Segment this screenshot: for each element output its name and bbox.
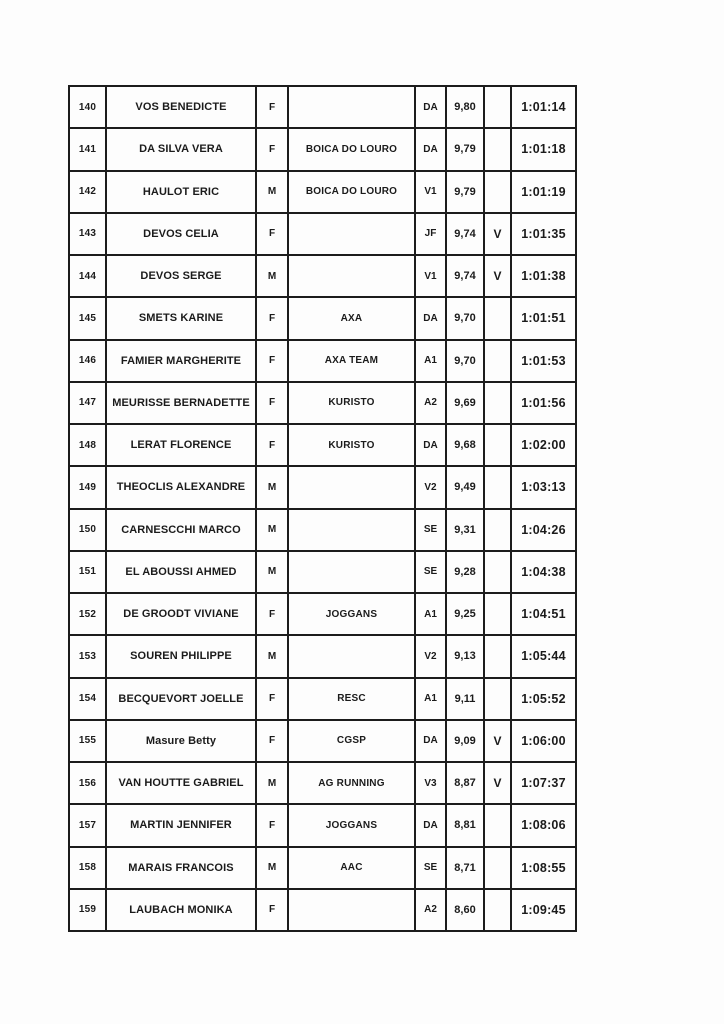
club-cell: AXA bbox=[288, 297, 415, 339]
gender-cell: F bbox=[256, 340, 288, 382]
gender-cell: M bbox=[256, 255, 288, 297]
gender-cell: M bbox=[256, 551, 288, 593]
name-cell: DEVOS SERGE bbox=[106, 255, 256, 297]
category-cell: A2 bbox=[415, 889, 446, 931]
speed-cell: 9,74 bbox=[446, 255, 484, 297]
name-cell: THEOCLIS ALEXANDRE bbox=[106, 466, 256, 508]
category-cell: V3 bbox=[415, 762, 446, 804]
speed-cell: 8,81 bbox=[446, 804, 484, 846]
category-cell: DA bbox=[415, 720, 446, 762]
rank-cell: 157 bbox=[69, 804, 106, 846]
name-cell: EL ABOUSSI AHMED bbox=[106, 551, 256, 593]
gender-cell: F bbox=[256, 804, 288, 846]
club-cell: KURISTO bbox=[288, 424, 415, 466]
name-cell: CARNESCCHI MARCO bbox=[106, 509, 256, 551]
vflag-cell bbox=[484, 593, 511, 635]
name-cell: SMETS KARINE bbox=[106, 297, 256, 339]
table-row bbox=[69, 593, 576, 635]
table-row bbox=[69, 424, 576, 466]
table-row bbox=[69, 86, 576, 128]
category-cell: DA bbox=[415, 297, 446, 339]
vflag-cell bbox=[484, 635, 511, 677]
speed-cell: 9,31 bbox=[446, 509, 484, 551]
category-cell: DA bbox=[415, 804, 446, 846]
name-cell: DE GROODT VIVIANE bbox=[106, 593, 256, 635]
time-cell: 1:01:18 bbox=[511, 128, 576, 170]
speed-cell: 9,79 bbox=[446, 128, 484, 170]
category-cell: V1 bbox=[415, 171, 446, 213]
time-cell: 1:01:14 bbox=[511, 86, 576, 128]
table-row bbox=[69, 340, 576, 382]
speed-cell: 8,60 bbox=[446, 889, 484, 931]
vflag-cell bbox=[484, 171, 511, 213]
gender-cell: F bbox=[256, 297, 288, 339]
category-cell: V2 bbox=[415, 466, 446, 508]
category-cell: DA bbox=[415, 424, 446, 466]
table-row bbox=[69, 889, 576, 931]
club-cell bbox=[288, 635, 415, 677]
rank-cell: 148 bbox=[69, 424, 106, 466]
vflag-cell bbox=[484, 551, 511, 593]
vflag-cell bbox=[484, 847, 511, 889]
speed-cell: 9,70 bbox=[446, 340, 484, 382]
gender-cell: M bbox=[256, 762, 288, 804]
time-cell: 1:08:06 bbox=[511, 804, 576, 846]
name-cell: FAMIER MARGHERITE bbox=[106, 340, 256, 382]
gender-cell: F bbox=[256, 889, 288, 931]
name-cell: VOS BENEDICTE bbox=[106, 86, 256, 128]
results-table-body bbox=[69, 86, 576, 931]
vflag-cell bbox=[484, 804, 511, 846]
rank-cell: 152 bbox=[69, 593, 106, 635]
rank-cell: 141 bbox=[69, 128, 106, 170]
category-cell: JF bbox=[415, 213, 446, 255]
table-row bbox=[69, 213, 576, 255]
time-cell: 1:02:00 bbox=[511, 424, 576, 466]
table-row bbox=[69, 509, 576, 551]
table-row bbox=[69, 804, 576, 846]
club-cell: RESC bbox=[288, 678, 415, 720]
table-row bbox=[69, 762, 576, 804]
table-row bbox=[69, 255, 576, 297]
club-cell: BOICA DO LOURO bbox=[288, 171, 415, 213]
club-cell bbox=[288, 255, 415, 297]
rank-cell: 147 bbox=[69, 382, 106, 424]
table-row bbox=[69, 678, 576, 720]
gender-cell: F bbox=[256, 593, 288, 635]
club-cell bbox=[288, 466, 415, 508]
rank-cell: 154 bbox=[69, 678, 106, 720]
gender-cell: F bbox=[256, 382, 288, 424]
vflag-cell bbox=[484, 466, 511, 508]
club-cell: AXA TEAM bbox=[288, 340, 415, 382]
rank-cell: 149 bbox=[69, 466, 106, 508]
club-cell: KURISTO bbox=[288, 382, 415, 424]
race-results-table bbox=[68, 85, 577, 932]
club-cell bbox=[288, 509, 415, 551]
table-row bbox=[69, 171, 576, 213]
name-cell: SOUREN PHILIPPE bbox=[106, 635, 256, 677]
vflag-cell: V bbox=[484, 762, 511, 804]
table-row bbox=[69, 128, 576, 170]
table-row bbox=[69, 466, 576, 508]
speed-cell: 9,69 bbox=[446, 382, 484, 424]
name-cell: BECQUEVORT JOELLE bbox=[106, 678, 256, 720]
time-cell: 1:01:53 bbox=[511, 340, 576, 382]
gender-cell: F bbox=[256, 86, 288, 128]
club-cell bbox=[288, 551, 415, 593]
club-cell bbox=[288, 86, 415, 128]
rank-cell: 140 bbox=[69, 86, 106, 128]
name-cell: Masure Betty bbox=[106, 720, 256, 762]
speed-cell: 9,80 bbox=[446, 86, 484, 128]
category-cell: SE bbox=[415, 847, 446, 889]
category-cell: A1 bbox=[415, 593, 446, 635]
table-row bbox=[69, 847, 576, 889]
gender-cell: M bbox=[256, 509, 288, 551]
name-cell: HAULOT ERIC bbox=[106, 171, 256, 213]
speed-cell: 9,49 bbox=[446, 466, 484, 508]
category-cell: DA bbox=[415, 128, 446, 170]
name-cell: MARAIS FRANCOIS bbox=[106, 847, 256, 889]
gender-cell: F bbox=[256, 213, 288, 255]
name-cell: VAN HOUTTE GABRIEL bbox=[106, 762, 256, 804]
speed-cell: 9,13 bbox=[446, 635, 484, 677]
name-cell: MEURISSE BERNADETTE bbox=[106, 382, 256, 424]
time-cell: 1:04:26 bbox=[511, 509, 576, 551]
rank-cell: 155 bbox=[69, 720, 106, 762]
speed-cell: 8,87 bbox=[446, 762, 484, 804]
vflag-cell bbox=[484, 86, 511, 128]
vflag-cell: V bbox=[484, 720, 511, 762]
time-cell: 1:08:55 bbox=[511, 847, 576, 889]
rank-cell: 144 bbox=[69, 255, 106, 297]
name-cell: LERAT FLORENCE bbox=[106, 424, 256, 466]
club-cell: BOICA DO LOURO bbox=[288, 128, 415, 170]
speed-cell: 9,74 bbox=[446, 213, 484, 255]
time-cell: 1:04:38 bbox=[511, 551, 576, 593]
table-row bbox=[69, 635, 576, 677]
vflag-cell bbox=[484, 678, 511, 720]
time-cell: 1:01:19 bbox=[511, 171, 576, 213]
vflag-cell bbox=[484, 128, 511, 170]
time-cell: 1:06:00 bbox=[511, 720, 576, 762]
name-cell: DA SILVA VERA bbox=[106, 128, 256, 170]
rank-cell: 151 bbox=[69, 551, 106, 593]
club-cell: AG RUNNING bbox=[288, 762, 415, 804]
gender-cell: F bbox=[256, 424, 288, 466]
club-cell: AAC bbox=[288, 847, 415, 889]
name-cell: MARTIN JENNIFER bbox=[106, 804, 256, 846]
rank-cell: 145 bbox=[69, 297, 106, 339]
speed-cell: 9,68 bbox=[446, 424, 484, 466]
rank-cell: 159 bbox=[69, 889, 106, 931]
vflag-cell bbox=[484, 889, 511, 931]
gender-cell: F bbox=[256, 720, 288, 762]
speed-cell: 8,71 bbox=[446, 847, 484, 889]
table-row bbox=[69, 297, 576, 339]
time-cell: 1:01:38 bbox=[511, 255, 576, 297]
time-cell: 1:05:52 bbox=[511, 678, 576, 720]
vflag-cell: V bbox=[484, 213, 511, 255]
time-cell: 1:03:13 bbox=[511, 466, 576, 508]
name-cell: DEVOS CELIA bbox=[106, 213, 256, 255]
gender-cell: M bbox=[256, 847, 288, 889]
time-cell: 1:07:37 bbox=[511, 762, 576, 804]
speed-cell: 9,25 bbox=[446, 593, 484, 635]
table-row bbox=[69, 720, 576, 762]
gender-cell: M bbox=[256, 171, 288, 213]
vflag-cell bbox=[484, 424, 511, 466]
speed-cell: 9,11 bbox=[446, 678, 484, 720]
speed-cell: 9,79 bbox=[446, 171, 484, 213]
club-cell: JOGGANS bbox=[288, 804, 415, 846]
rank-cell: 142 bbox=[69, 171, 106, 213]
vflag-cell: V bbox=[484, 255, 511, 297]
club-cell: CGSP bbox=[288, 720, 415, 762]
speed-cell: 9,70 bbox=[446, 297, 484, 339]
vflag-cell bbox=[484, 340, 511, 382]
time-cell: 1:04:51 bbox=[511, 593, 576, 635]
category-cell: V1 bbox=[415, 255, 446, 297]
time-cell: 1:01:35 bbox=[511, 213, 576, 255]
gender-cell: F bbox=[256, 128, 288, 170]
vflag-cell bbox=[484, 382, 511, 424]
time-cell: 1:09:45 bbox=[511, 889, 576, 931]
speed-cell: 9,28 bbox=[446, 551, 484, 593]
time-cell: 1:05:44 bbox=[511, 635, 576, 677]
rank-cell: 146 bbox=[69, 340, 106, 382]
rank-cell: 156 bbox=[69, 762, 106, 804]
vflag-cell bbox=[484, 297, 511, 339]
table-row bbox=[69, 551, 576, 593]
time-cell: 1:01:56 bbox=[511, 382, 576, 424]
time-cell: 1:01:51 bbox=[511, 297, 576, 339]
speed-cell: 9,09 bbox=[446, 720, 484, 762]
club-cell bbox=[288, 213, 415, 255]
category-cell: SE bbox=[415, 509, 446, 551]
club-cell bbox=[288, 889, 415, 931]
category-cell: A2 bbox=[415, 382, 446, 424]
club-cell: JOGGANS bbox=[288, 593, 415, 635]
category-cell: A1 bbox=[415, 340, 446, 382]
gender-cell: M bbox=[256, 466, 288, 508]
table-row bbox=[69, 382, 576, 424]
name-cell: LAUBACH MONIKA bbox=[106, 889, 256, 931]
gender-cell: F bbox=[256, 678, 288, 720]
category-cell: A1 bbox=[415, 678, 446, 720]
rank-cell: 158 bbox=[69, 847, 106, 889]
category-cell: SE bbox=[415, 551, 446, 593]
rank-cell: 143 bbox=[69, 213, 106, 255]
gender-cell: M bbox=[256, 635, 288, 677]
category-cell: V2 bbox=[415, 635, 446, 677]
category-cell: DA bbox=[415, 86, 446, 128]
vflag-cell bbox=[484, 509, 511, 551]
rank-cell: 150 bbox=[69, 509, 106, 551]
rank-cell: 153 bbox=[69, 635, 106, 677]
